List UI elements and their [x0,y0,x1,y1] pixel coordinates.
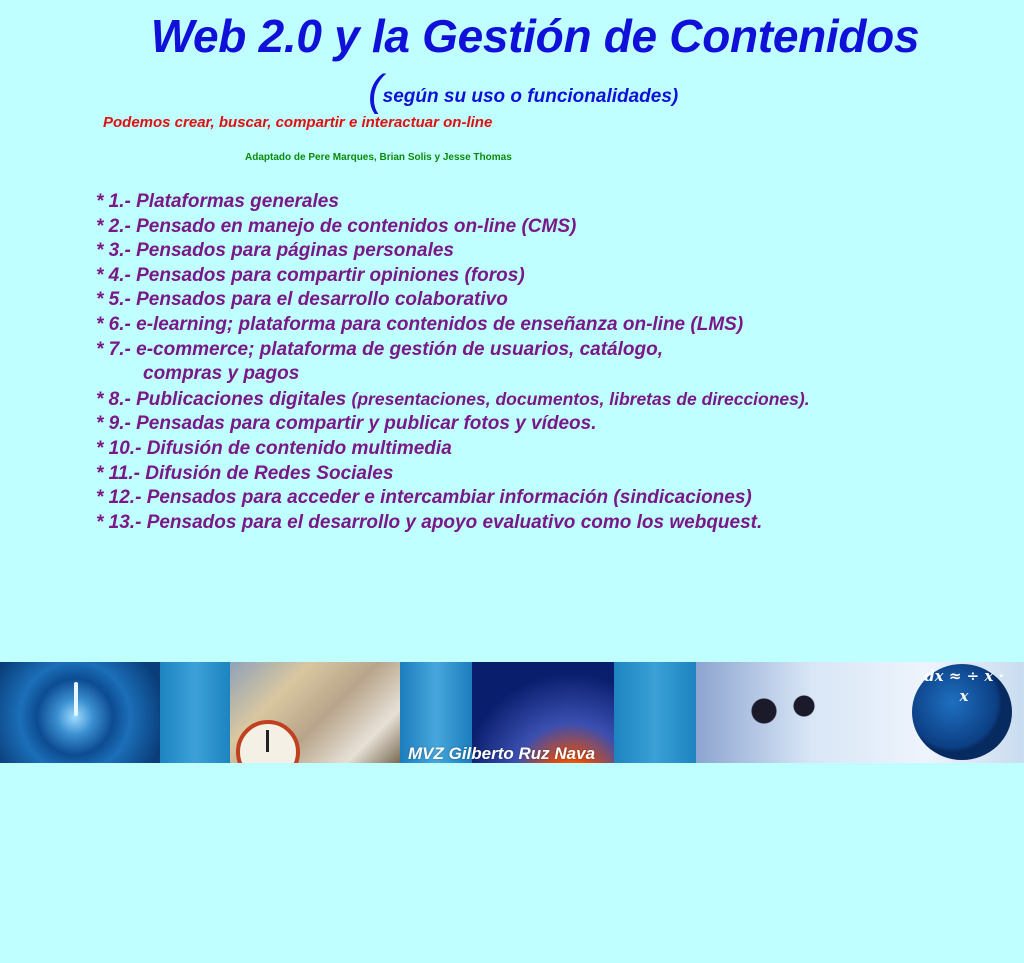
slide-credit: Adaptado de Pere Marques, Brian Solis y Jesse Thomas [245,152,512,163]
list-item [96,387,810,413]
list-item-continuation: compras y pagos [143,363,300,385]
list-item: * 2.- Pensado en manejo de contenidos on-line (CMS) [96,215,577,237]
category-list [96,190,810,535]
list-item: * 12.- Pensados para acceder e intercambiar información (sindicaciones) [96,487,752,509]
list-item: * 4.- Pensados para compartir opiniones (foros) [96,264,525,286]
list-item-head: * 8.- Publicaciones digitales [96,388,347,410]
subtitle-text: según su uso o funcionalidades) [382,86,679,107]
slide-subtitle [368,66,678,116]
banner-divider [614,662,696,763]
list-item: * 5.- Pensados para el desarrollo colaborativo [96,289,508,311]
subtitle-paren: ( [368,66,383,115]
list-item: * 7.- e-commerce; plataforma de gestión de usuarios, catálogo, [96,338,663,360]
list-item: * 6.- e-learning; plataforma para contenidos de enseñanza on-line (LMS) [96,313,744,335]
water-drop-icon [74,682,78,716]
list-item: * 11.- Difusión de Redes Sociales [96,462,394,484]
math-symbols: dx ≈ ÷ x · x [924,667,1004,705]
banner-divider [160,662,230,763]
author-name: MVZ Gilberto Ruz Nava [408,744,596,763]
list-item-tail: (presentaciones, documentos, libretas de direcciones). [351,388,810,409]
list-item: * 1.- Plataformas generales [96,191,339,212]
list-item: * 13.- Pensados para el desarrollo y apoyo evaluativo como los webquest. [96,511,763,533]
list-item: * 10.- Difusión de contenido multimedia [96,437,452,459]
list-item: * 3.- Pensados para páginas personales [96,240,454,262]
spheres-icon [744,686,834,736]
slide-tagline: Podemos crear, buscar, compartir e interactuar on-line [103,114,493,131]
list-item: * 9.- Pensadas para compartir y publicar fotos y vídeos. [96,413,597,435]
slide-title: Web 2.0 y la Gestión de Contenidos [150,10,920,62]
water-ripple-image [0,662,160,763]
